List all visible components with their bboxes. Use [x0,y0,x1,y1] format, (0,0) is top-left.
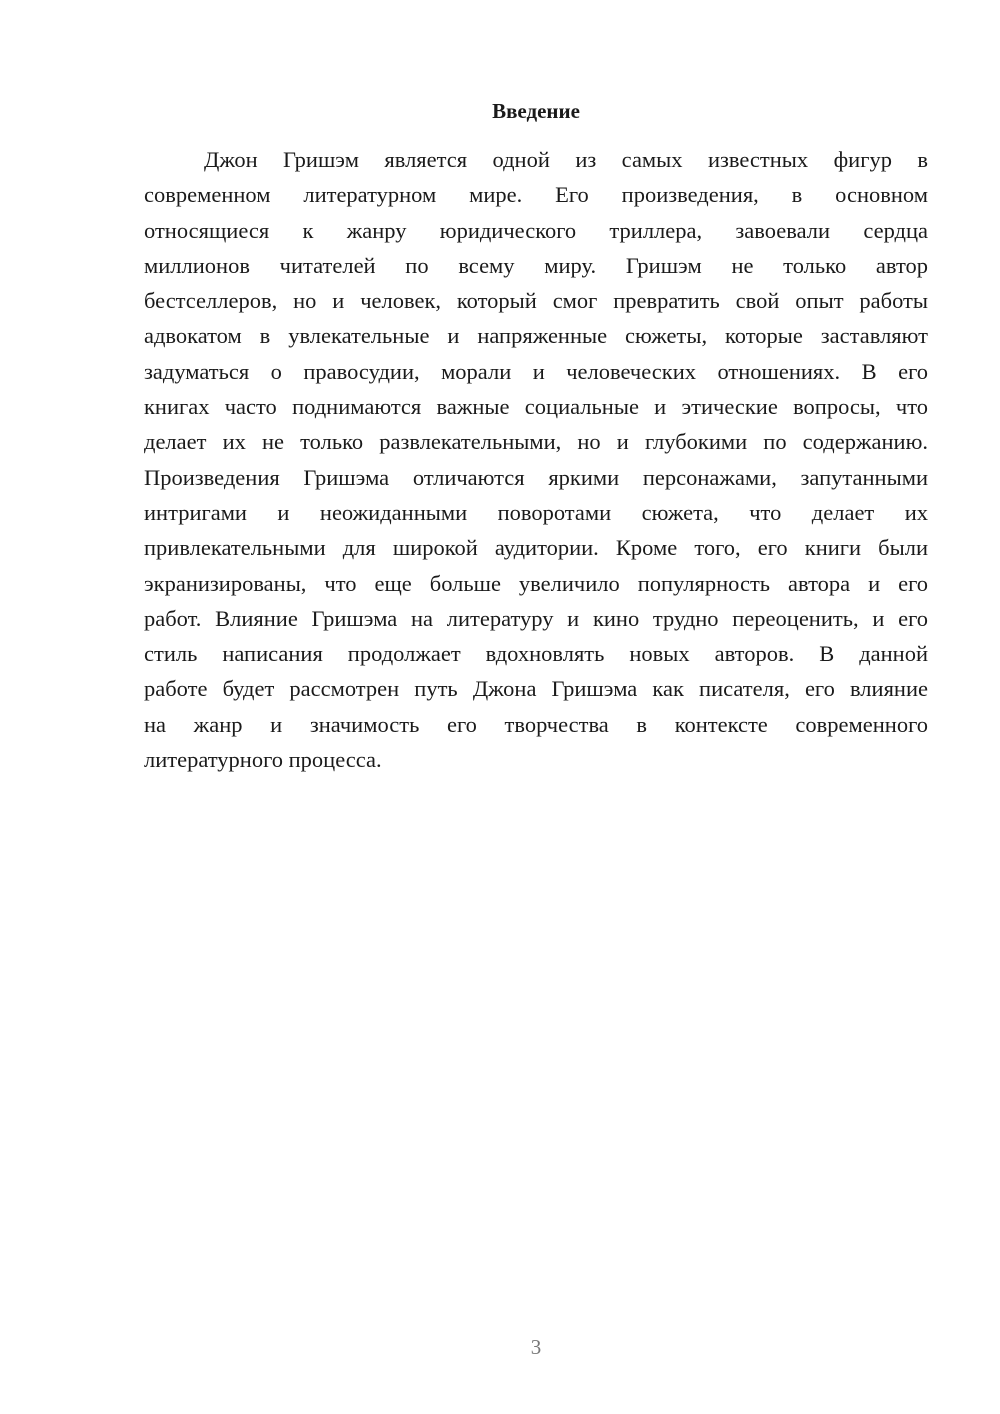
paragraph-line: бестселлеров, но и человек, который смог превратить свой опыт работы [144,288,928,314]
paragraph-line: задуматься о правосудии, морали и человеческих отношениях. В его [144,358,928,384]
paragraph-line: литературного процесса. [144,747,382,773]
paragraph-line: современном литературном мире. Его произведения, в основном [144,182,928,208]
paragraph-line: миллионов читателей по всему миру. Гришэм не только автор [144,252,928,278]
paragraph-line: работ. Влияние Гришэма на литературу и кино трудно переоценить, и его [144,605,928,631]
paragraph-line: стиль написания продолжает вдохновлять новых авторов. В данной [144,641,928,667]
paragraph-line: относящиеся к жанру юридического триллера, завоевали сердца [144,217,928,243]
paragraph-line: привлекательными для широкой аудитории. Кроме того, его книги были [144,535,928,561]
paragraph-line: экранизированы, что еще больше увеличило популярность автора и его [144,570,928,596]
paragraph-line: делает их не только развлекательными, но и глубокими по содержанию. [144,429,928,455]
paragraph-line: работе будет рассмотрен путь Джона Гришэма как писателя, его влияние [144,676,928,702]
section-heading: Введение [492,99,580,123]
paragraph-line: Джон Гришэм является одной из самых известных фигур в [204,147,928,172]
paragraph-line: книгах часто поднимаются важные социальные и этические вопросы, что [144,394,928,420]
page-number: 3 [530,1335,542,1359]
paragraph-line: Произведения Гришэма отличаются яркими персонажами, запутанными [144,464,928,490]
paragraph-line: на жанр и значимость его творчества в контексте современного [144,711,928,737]
paragraph-line: адвокатом в увлекательные и напряженные сюжеты, которые заставляют [144,323,928,349]
paragraph-line: интригами и неожиданными поворотами сюжета, что делает их [144,499,928,525]
intro-paragraph [144,142,928,777]
